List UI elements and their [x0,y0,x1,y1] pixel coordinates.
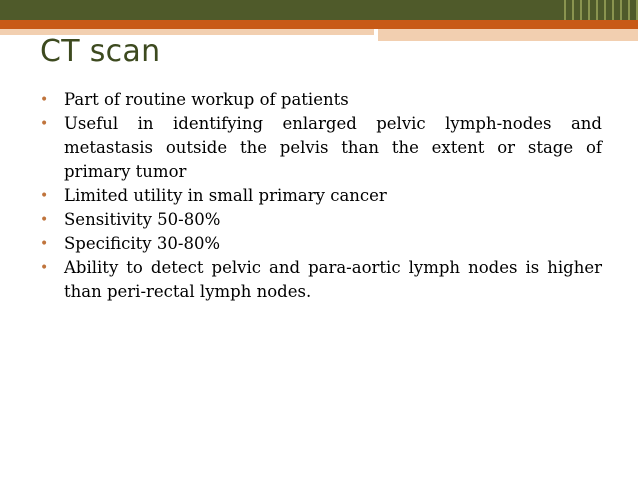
bullet-item [40,256,602,304]
slide-title: CT scan [40,34,161,69]
header-band-stripes [558,0,638,20]
bullet-item [40,112,602,184]
bullet-marker: • [40,212,49,228]
header-band-olive [0,0,638,20]
bullet-text: Sensitivity 50-80% [64,210,221,229]
bullet-text: Useful in identifying enlarged pelvic lymph-nodes and metastasis outside the pelvis than the extent or stage of primary tumor [64,114,602,181]
bullet-item [40,88,602,112]
bullet-list [40,88,602,304]
bullet-marker: • [40,260,49,276]
bullet-text: Part of routine workup of patients [64,90,349,109]
bullet-item [40,232,602,256]
bullet-item [40,184,602,208]
bullet-marker: • [40,116,49,132]
bullet-marker: • [40,92,49,108]
bullet-item [40,208,602,232]
header-band-peach-right [378,29,638,41]
header-band-orange [0,20,638,29]
bullet-text: Limited utility in small primary cancer [64,186,387,205]
bullet-marker: • [40,236,49,252]
bullet-text: Ability to detect pelvic and para-aortic lymph nodes is higher than peri-rectal lymph nodes. [64,258,602,301]
bullet-marker: • [40,188,49,204]
bullet-text: Specificity 30-80% [64,234,221,253]
